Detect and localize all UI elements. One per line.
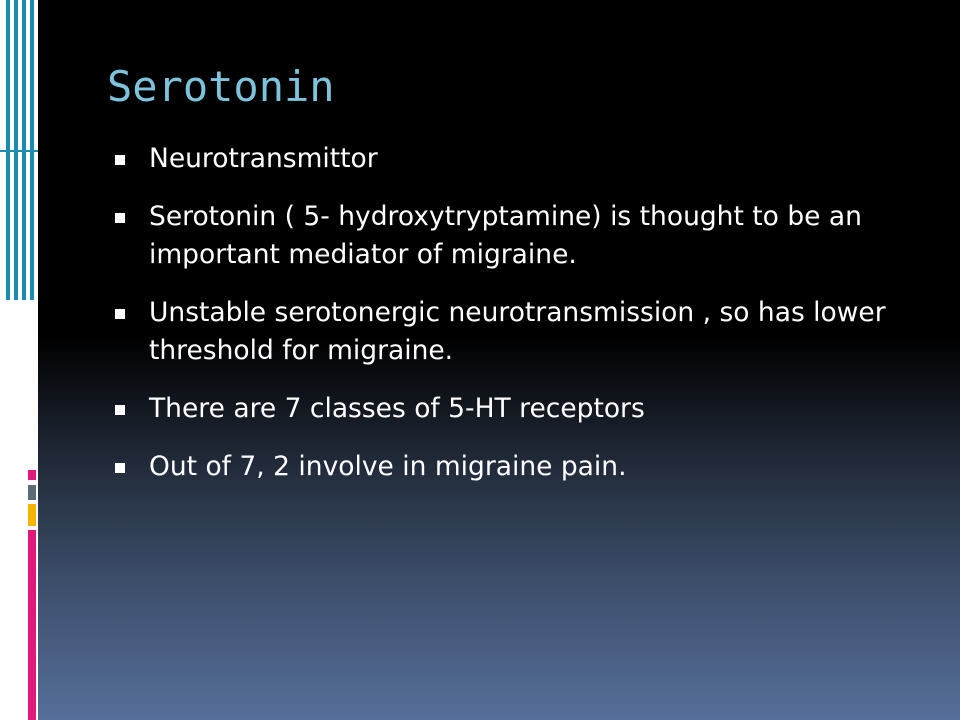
bullet-item: [115, 198, 905, 274]
slide-title: Serotonin: [107, 62, 335, 111]
decor-block-magenta-1: [28, 470, 36, 480]
bullet-text: There are 7 classes of 5-HT receptors: [149, 393, 645, 424]
decor-block-gray: [28, 485, 36, 500]
bullet-text: Out of 7, 2 involve in migraine pain.: [149, 451, 627, 482]
decor-block-yellow: [28, 504, 36, 526]
square-bullet-icon: [115, 155, 125, 165]
left-decorative-strip: [0, 0, 38, 720]
bullet-text: Serotonin ( 5- hydroxytryptamine) is thought to be an important mediator of migraine.: [149, 201, 862, 270]
square-bullet-icon: [115, 213, 125, 223]
bullet-text: Unstable serotonergic neurotransmission , so has lower threshold for migraine.: [149, 297, 886, 366]
bullet-item: [115, 140, 905, 178]
bullet-list: [115, 140, 905, 506]
square-bullet-icon: [115, 309, 125, 319]
decor-line-blue: [0, 150, 38, 152]
decor-block-magenta-2: [28, 530, 36, 720]
bullet-item: [115, 448, 905, 486]
square-bullet-icon: [115, 405, 125, 415]
bullet-item: [115, 390, 905, 428]
square-bullet-icon: [115, 463, 125, 473]
bullet-text: Neurotransmittor: [149, 143, 378, 174]
bullet-item: [115, 294, 905, 370]
